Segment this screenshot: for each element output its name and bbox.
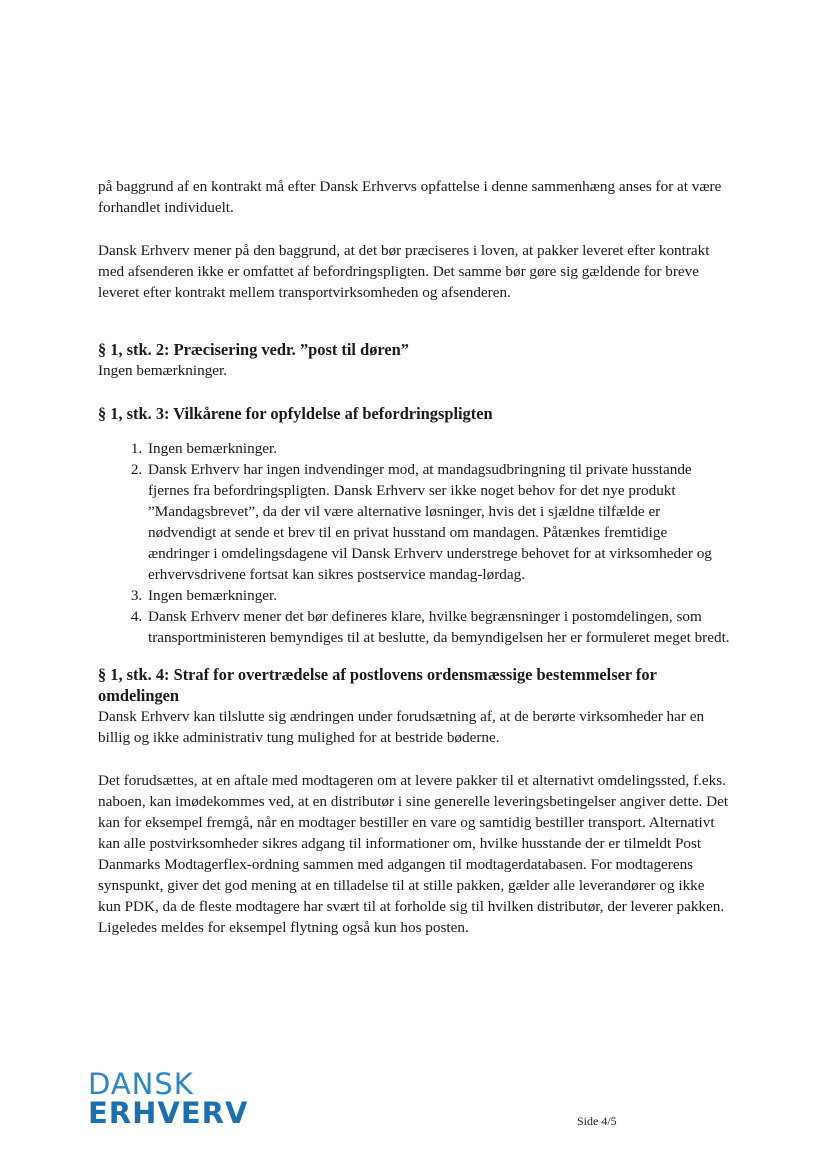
section-heading-stk4: § 1, stk. 4: Straf for overtrædelse af postlovens ordensmæssige bestemmelser for omdelingen — [98, 665, 657, 705]
logo-line-dansk: DANSK — [88, 1067, 194, 1101]
logo-line-erhverv: ERHVERV — [88, 1096, 249, 1130]
document-body — [98, 176, 730, 938]
paragraph-1: på baggrund af en kontrakt må efter Dansk Erhvervs opfattelse i denne sammenhæng anses for at være forhandlet individuelt. — [98, 178, 722, 216]
dansk-erhverv-logo — [88, 1067, 249, 1130]
section-text-stk4: Dansk Erhverv kan tilslutte sig ændringen under forudsætning af, at de berørte virksomheder har en billig og ikke administrativ tung mulighed for at bestride bøderne. — [98, 708, 705, 746]
page-number: Side 4/5 — [577, 1114, 617, 1128]
list-item: 3. Ingen bemærkninger. — [146, 585, 730, 606]
paragraph-2: Dansk Erhverv mener på den baggrund, at det bør præciseres i loven, at pakker leveret efter kontrakt med afsenderen ikke er omfattet af befordringspligten. Det samme bør gøre sig gældende for breve leveret efter kontrakt mellem transportvirksomheden og afsenderen. — [98, 242, 710, 301]
section-heading-stk3: § 1, stk. 3: Vilkårene for opfyldelse af befordringspligten — [98, 404, 493, 423]
paragraph-3: Det forudsættes, at en aftale med modtageren om at levere pakker til et alternativt omdelingssted, f.eks. naboen, kan imødekommes ved, at en distributør i sine generelle leveringsbetingelser angiver dette. Det kan for eksempel fremgå, når en modtager bestiller en vare og samtidig bestiller transport. Alternativt kan alle postvirksomheder sikres adgang til informationer om, hvilke husstande der er tilmeldt Post Danmarks Modtagerflex-ordning sammen med adgangen til modtagerdatabasen. For modtagerens synspunkt, giver det god mening at en tilladelse til at stille pakken, gælder alle leverandører og ikke kun PDK, da de fleste modtagere har svært til at forholde sig til hvilken distributør, der leverer pakken. Ligeledes meldes for eksempel flytning også kun hos posten. — [98, 772, 729, 936]
list-item: 2. Dansk Erhverv har ingen indvendinger mod, at mandagsudbringning til private husstande fjernes fra befordringspligten. Dansk Erhverv ser ikke noget behov for det nye produkt ”Mandagsbrevet”, da der vil være alternative løsninger, hvis det i sjældne tilfælde er nødvendigt at sende et brev til en privat husstand om mandagen. Påtænkes fremtidige ændringer i omdelingsdagene vil Dansk Erhverv understrege behovet for at virksomheder og erhvervsdrivene fortsat kan sikres postservice mandag-lørdag. — [146, 459, 730, 585]
section-text-stk2: Ingen bemærkninger. — [98, 362, 228, 379]
list-item: 4. Dansk Erhverv mener det bør defineres klare, hvilke begrænsninger i postomdelingen, som transportministeren bemyndiges til at beslutte, da bemyndigelsen her er formuleret meget bredt. — [146, 606, 730, 648]
numbered-list — [98, 438, 730, 648]
section-heading-stk2: § 1, stk. 2: Præcisering vedr. ”post til døren” — [98, 340, 409, 359]
list-item: 1. Ingen bemærkninger. — [146, 438, 730, 459]
